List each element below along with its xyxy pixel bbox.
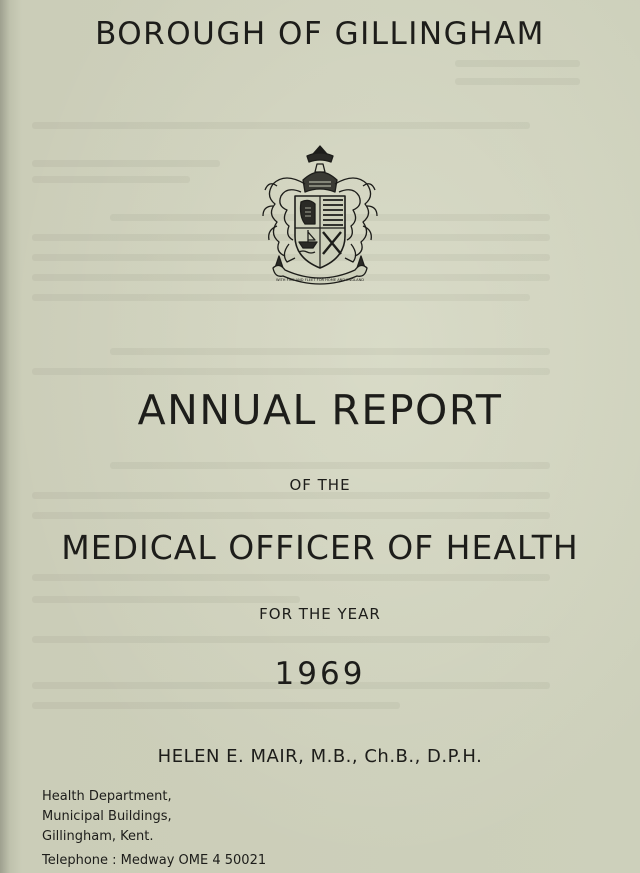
show-through-text <box>32 368 550 375</box>
show-through-text <box>455 78 580 85</box>
address-telephone: Telephone : Medway OME 4 50021 <box>42 853 267 868</box>
show-through-text <box>32 702 400 709</box>
report-year: 1969 <box>274 656 366 692</box>
show-through-text <box>110 348 550 355</box>
report-author: HELEN E. MAIR, M.B., Ch.B., D.P.H. <box>157 746 483 767</box>
show-through-text <box>32 596 300 603</box>
show-through-text <box>32 176 190 183</box>
show-through-text <box>32 574 550 581</box>
address-line-3: Gillingham, Kent. <box>42 829 154 844</box>
show-through-text <box>32 160 220 167</box>
show-through-text <box>32 512 550 519</box>
crest-motto: WITH FIRE AND FLEET FOR HOME AND ENGLAND <box>275 278 365 282</box>
show-through-text <box>32 294 530 301</box>
address-line-1: Health Department, <box>42 789 172 804</box>
borough-coat-of-arms-icon <box>255 144 385 292</box>
show-through-text <box>455 60 580 67</box>
department-address <box>42 787 266 871</box>
show-through-text <box>32 122 530 129</box>
report-title: ANNUAL REPORT <box>137 386 503 434</box>
address-line-2: Municipal Buildings, <box>42 809 172 824</box>
report-of-the: OF THE <box>289 476 351 494</box>
show-through-text <box>32 636 550 643</box>
report-for-year: FOR THE YEAR <box>259 605 381 623</box>
borough-heading: BOROUGH OF GILLINGHAM <box>95 16 545 52</box>
report-office-title: MEDICAL OFFICER OF HEALTH <box>61 528 579 567</box>
show-through-text <box>110 462 550 469</box>
